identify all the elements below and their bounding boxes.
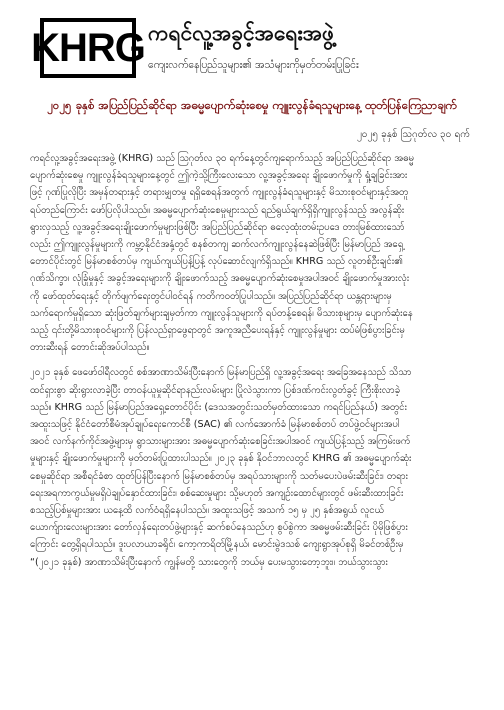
paragraph-line: သက်ရောက်မှုရှိသော ဆုံးဖြတ်ချက်များချမှတ်ကာ ကျူးလွန်သူများကို ရပ်တန့်စေရန်၊ မိသားစုများမှ ပျောက်ဆုံးနေ bbox=[30, 307, 413, 319]
paragraph-line: စသည့်ပြစ်မှုများအား ယနေ့ထိ လက်ဝံရရှိနေပါသည်။ အထူးသဖြင့် အသက် ၁၅ မှ ၂၅ နှစ်အရွယ် လူငယ် bbox=[30, 505, 384, 517]
paragraph-line: စေမှုဆိုင်ရာ အစီရင်ခံစာ ထုတ်ပြန်ပြီးနောက် မြန်မာစစ်တပ်မှ အရပ်သားများကို သတ်မပေးပဲဖမ်းဆီးခြင်း၊ တရား bbox=[30, 470, 408, 482]
paragraph-line: မှုများနှင့် ချိုးဖောက်မှုများကို မှတ်တမ်းပြုထားပါသည်။ ၂၀၂၃ ခုနှစ် နိုဝင်ဘာလတွင် KHRG ၏ အဓမ္မပျောက်ဆုံး bbox=[30, 453, 412, 465]
paragraph-line: ကရင်လူ့အခွင့်အရေးအဖွဲ့ (KHRG) သည် ဩဂုတ်လ ၃၀ ရက်နေ့တွင်ကျရောက်သည့် အပြည်ပြည်ဆိုင်ရာ အဓမ္မ bbox=[30, 153, 414, 164]
document-header bbox=[31, 18, 470, 80]
statement-title: ၂၀၂၅ ခုနှစ် အပြည်ပြည်ဆိုင်ရာ အဓမ္မပျောက်ဆုံးစေမှု ကျူးလွန်ခံရသူများနေ့ ထုတ်ပြန်ကြေညာချက် bbox=[47, 98, 457, 112]
paragraph-line: ယောက်ျားလေးများအား တော်လှန်ရေးတပ်ဖွဲ့များနှင့် ဆက်စပ်နေသည်ဟု စွပ်စွဲကာ အဓမ္မဖမ်းဆီးခြင်း ပိုမိုဖြစ်ပွား bbox=[30, 522, 408, 534]
paragraph-line: ကြောင်း တွေ့ရှိရပါသည်။ ဒူးပလာယာခရိုင်၊ ကော့ကာရိတ်မြို့နယ်၊ မောင်းမွဲဒသစ် ကျေးရွာအုပ်စုရှိ မိခင်တစ်ဦးမှ bbox=[30, 539, 404, 551]
paragraph-line: တားဆီးရန် တောင်းဆိုအပ်ပါသည်။ bbox=[30, 342, 150, 354]
statement-body bbox=[30, 150, 478, 579]
paragraph-line: လည်း ဤကျူးလွန်မှုများကို ကမ္ဘာ့နိုင်ငံအနှံ့တွင် စနစ်တကျ ဆက်လက်ကျူးလွန်နေဆဲဖြစ်ပြီး မြန်မာပြည် အရှေ့ bbox=[30, 239, 404, 251]
statement-date: ၂၀၂၅ ခုနှစ် ဩဂုတ်လ ၃၀ ရက် bbox=[356, 129, 470, 140]
paragraph-line: တောင်ပိုင်းတွင် မြန်မာစစ်တပ်မှ ကျယ်ကျယ်ပြန့်ပြန့် လုပ်ဆောင်လျက်ရှိသည်။ KHRG သည် လူတစ်ဦးချင်း၏ bbox=[30, 256, 403, 268]
body-paragraph bbox=[30, 364, 478, 570]
organization-tagline: ကျေးလက်နေပြည်သူများ၏ အသံများကိုမှတ်တမ်းပြုခြင်း bbox=[148, 59, 359, 71]
paragraph-line: ဂုဏ်သိက္ခာ၊ လုံခြုံမှုနှင့် အခွင့်အရေးများကို ချိုးဖောက်သည့် အဓမ္မပျောက်ဆုံးစေမှုအပါအဝင် ချိုးဖောက်မှုအားလုံး bbox=[30, 273, 410, 285]
paragraph-line: ကို ဖော်ထုတ်ရေးနှင့် တိုက်ဖျက်ရေးတွင်ပါဝင်ရန် ကတိကဝတ်ပြုပါသည်။ အပြည်ပြည်ဆိုင်ရာ ယန္တရားများမှ bbox=[30, 290, 392, 302]
paragraph-line: ဖြင့် ဂုဏ်ပြုလိုပြီး အမှန်တရားနှင့် တရားမျှတမှု ရရှိစေရန်အတွက် ကျူးလွန်ခံရသူများနှင့် မိသားစုဝင်များနှင့်အတူ bbox=[30, 187, 409, 199]
paragraph-line: “(၂၀၂၁ ခုနှစ်) အာဏာသိမ်းပြီးနောက် ကျွန်မတို့ သားတွေကို ဘယ်မှ ပေးမသွားတော့ဘူး။ ဘယ်သွားသွား bbox=[30, 556, 388, 568]
paragraph-line: သည်။ KHRG သည် မြန်မာပြည်အရှေ့တောင်ပိုင်း (ဒေသအတွင်းသတ်မှတ်ထားသော ကရင်ပြည်နယ်) အတွင်း bbox=[30, 401, 407, 413]
paragraph-line: ရေးအရကာကွယ်မှုမရှိပဲချုပ်နှောင်ထားခြင်း၊ စစ်ဆေးမှုများ သို့မဟုတ် အကျဉ်းထောင်များတွင် ဖမ်းဆီးထားခြင်း bbox=[30, 487, 404, 499]
paragraph-line: အဝင် လက်နက်ကိုင်အဖွဲ့များမှ ရွာသားများအား အဓမ္မပျောက်ဆုံးစေခြင်းအပါအဝင် ကျယ်ပြန့်သည့် အကြမ်းဖက် bbox=[30, 436, 411, 448]
paragraph-line: ၂၀၂၁ ခုနှစ် ဖေဖော်ဝါရီလတွင် စစ်အာဏာသိမ်းပြီးနောက် မြန်မာပြည်ရှိ လူ့အခွင့်အရေး အခြေအနေသည် သိသာ bbox=[30, 367, 412, 379]
body-paragraph bbox=[30, 150, 478, 356]
paragraph-line: သည့် ၎င်းတို့မိသားစုဝင်များကို ပြန်လည်ရှာဖွေရာတွင် အကူအညီပေးရန်နှင့် ကျူးလွန်မှုများ ထပ်မံဖြစ်ပွားခြင်းမှ bbox=[30, 325, 405, 337]
paragraph-line: ရပ်တည်ကြောင်း ဖော်ပြလိုပါသည်။ အဓမ္မပျောက်ဆုံးစေမှုများသည် ရည်ရွယ်ချက်ရှိရှိကျူးလွန်သည့် အလွန်ဆိုး bbox=[30, 204, 405, 216]
paragraph-line: ပျောက်ဆုံးစေမှု ကျူးလွန်ခံရသူများနေ့တွင် ဤကဲ့သို့ကြီးလေးသော လူ့အခွင့်အရေး ချိုးဖောက်မှုကို ရှုံ့ချခြင်းအား bbox=[30, 170, 408, 182]
paragraph-line: ထင်ရှားစွာ ဆိုးရွားလာခဲ့ပြီး တာဝန်ယူမှုဆိုင်ရာနည်းလမ်းများ ပြိုလဲသွားကာ ပြစ်ဒဏ်ကင်းလွတ်ခွင့် ကြီးစိုးလာခဲ့ bbox=[30, 384, 400, 396]
organization-name: ကရင်လူ့အခွင့်အရေးအဖွဲ့ bbox=[148, 21, 335, 45]
paragraph-line: အထူးသဖြင့် နိုင်ငံတော်စီမံအုပ်ချုပ်ရေးကောင်စီ (SAC) ၏ လက်အောက်ခံ မြန်မာစစ်တပ် တပ်ဖွဲ့ဝင်များအပါ bbox=[30, 419, 400, 431]
khrg-logo: KHRG bbox=[40, 18, 136, 78]
paragraph-line: ရွားလှသည့် လူ့အခွင့်အရေးချိုးဖောက်မှုများဖြစ်ပြီး အပြည်ပြည်ဆိုင်ရာ ဓလေ့ထုံးတမ်းဥပဒေ တားမြစ်ထားသော် bbox=[30, 221, 405, 233]
